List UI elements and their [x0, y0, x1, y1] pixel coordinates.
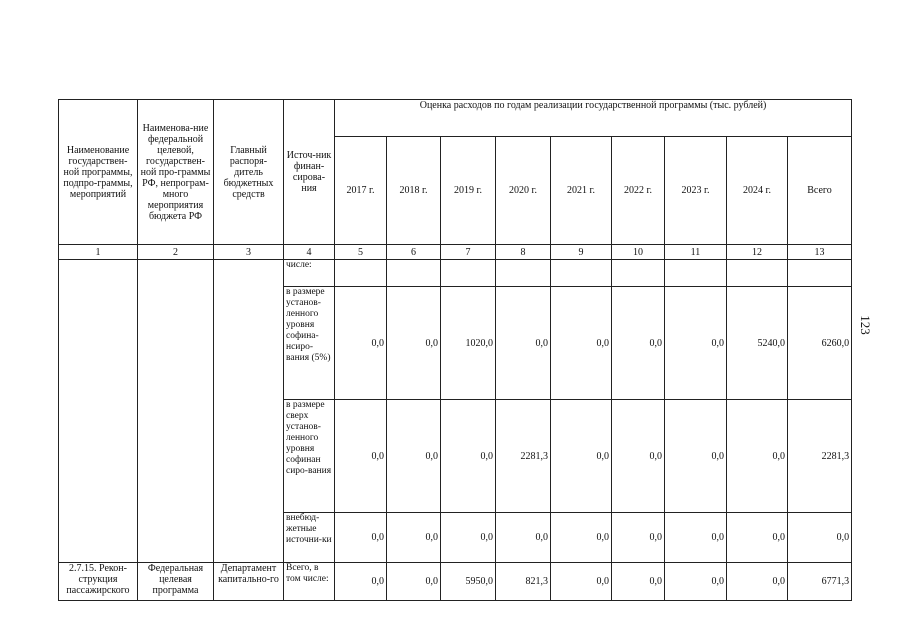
budget-table	[58, 99, 852, 601]
header-funding-source: Источ-ник финан-сирова-ния	[284, 100, 335, 245]
funding-source-cell: внебюд-жетные источни-ки	[284, 513, 335, 563]
value-cell: 0,0	[551, 513, 612, 563]
header-year: 2021 г.	[551, 137, 612, 245]
budget-manager-cell: Департамент капитально-го	[214, 563, 284, 601]
table-row	[59, 563, 852, 601]
column-number: 5	[335, 245, 387, 260]
funding-source-cell: в размере установ-ленного уровня софина-нсиро-вания (5%)	[284, 287, 335, 400]
funding-source-cell: Всего, в том числе:	[284, 563, 335, 601]
value-cell: 0,0	[551, 563, 612, 601]
value-cell: 0,0	[727, 513, 788, 563]
header-year: 2017 г.	[335, 137, 387, 245]
value-cell: 0,0	[441, 513, 496, 563]
header-year: 2020 г.	[496, 137, 551, 245]
value-cell	[727, 260, 788, 287]
column-number: 2	[138, 245, 214, 260]
header-year: 2023 г.	[665, 137, 727, 245]
column-number: 11	[665, 245, 727, 260]
column-number: 8	[496, 245, 551, 260]
value-cell: 2281,3	[788, 400, 852, 513]
federal-program-cell: Федеральная целевая программа	[138, 563, 214, 601]
header-year: 2022 г.	[612, 137, 665, 245]
value-cell: 0,0	[727, 400, 788, 513]
header-federal-program: Наименова-ние федеральной целевой, государствен-ной про-граммы РФ, непрограм-много мероприятия бюджета РФ	[138, 100, 214, 245]
header-year: 2019 г.	[441, 137, 496, 245]
column-number: 13	[788, 245, 852, 260]
value-cell: 1020,0	[441, 287, 496, 400]
value-cell: 0,0	[387, 400, 441, 513]
value-cell: 0,0	[665, 513, 727, 563]
header-year: 2018 г.	[387, 137, 441, 245]
value-cell: 0,0	[612, 563, 665, 601]
value-cell: 0,0	[551, 287, 612, 400]
value-cell: 0,0	[496, 513, 551, 563]
column-number: 3	[214, 245, 284, 260]
value-cell: 0,0	[665, 400, 727, 513]
value-cell: 0,0	[335, 400, 387, 513]
column-number: 6	[387, 245, 441, 260]
column-number: 4	[284, 245, 335, 260]
program-name-cell	[59, 260, 138, 563]
page-number: 123	[858, 315, 873, 335]
value-cell: 0,0	[551, 400, 612, 513]
table-row	[59, 260, 852, 287]
value-cell: 0,0	[788, 513, 852, 563]
value-cell	[551, 260, 612, 287]
value-cell: 0,0	[387, 513, 441, 563]
funding-source-cell: числе:	[284, 260, 335, 287]
header-row-top	[59, 100, 852, 137]
value-cell: 0,0	[335, 563, 387, 601]
column-number: 7	[441, 245, 496, 260]
header-year: 2024 г.	[727, 137, 788, 245]
value-cell: 5240,0	[727, 287, 788, 400]
value-cell: 0,0	[665, 563, 727, 601]
value-cell: 6771,3	[788, 563, 852, 601]
value-cell	[441, 260, 496, 287]
column-number-row	[59, 245, 852, 260]
value-cell	[788, 260, 852, 287]
column-number: 9	[551, 245, 612, 260]
value-cell: 0,0	[665, 287, 727, 400]
value-cell	[387, 260, 441, 287]
value-cell: 0,0	[612, 400, 665, 513]
header-budget-manager: Главный распоря-дитель бюджетных средств	[214, 100, 284, 245]
column-number: 10	[612, 245, 665, 260]
header-expense-estimate: Оценка расходов по годам реализации государственной программы (тыс. рублей)	[335, 100, 852, 137]
value-cell: 5950,0	[441, 563, 496, 601]
value-cell: 2281,3	[496, 400, 551, 513]
value-cell: 0,0	[612, 287, 665, 400]
header-program-name: Наименование государствен-ной программы, подпро-граммы, мероприятий	[59, 100, 138, 245]
value-cell: 0,0	[335, 513, 387, 563]
budget-manager-cell	[214, 260, 284, 563]
value-cell	[612, 260, 665, 287]
value-cell: 0,0	[335, 287, 387, 400]
column-number: 12	[727, 245, 788, 260]
value-cell	[335, 260, 387, 287]
value-cell: 0,0	[496, 287, 551, 400]
value-cell	[665, 260, 727, 287]
value-cell	[496, 260, 551, 287]
value-cell: 0,0	[727, 563, 788, 601]
funding-source-cell: в размере сверх установ-ленного уровня софинан сиро-вания	[284, 400, 335, 513]
federal-program-cell	[138, 260, 214, 563]
program-name-cell: 2.7.15. Рекон-струкция пассажирского	[59, 563, 138, 601]
value-cell: 0,0	[612, 513, 665, 563]
value-cell: 0,0	[387, 563, 441, 601]
column-number: 1	[59, 245, 138, 260]
value-cell: 0,0	[441, 400, 496, 513]
value-cell: 0,0	[387, 287, 441, 400]
value-cell: 6260,0	[788, 287, 852, 400]
header-total: Всего	[788, 137, 852, 245]
value-cell: 821,3	[496, 563, 551, 601]
